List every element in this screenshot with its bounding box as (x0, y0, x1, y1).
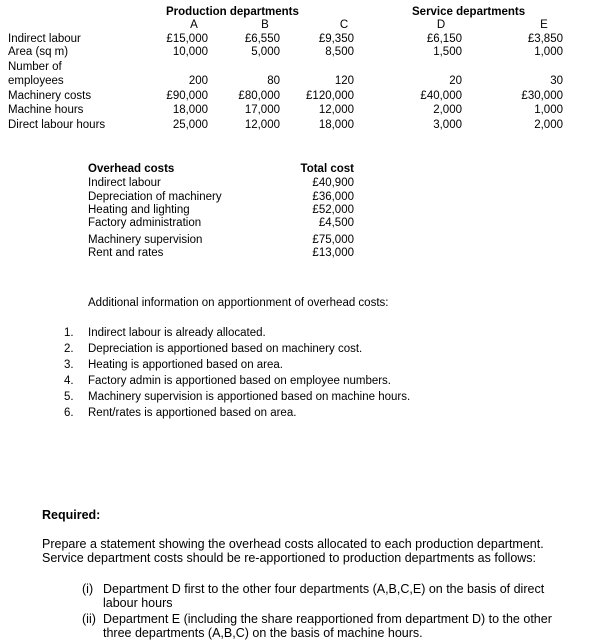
total-cost-heading: Total cost (300, 163, 354, 175)
step-number: (ii) (82, 612, 96, 626)
list-item: Factory admin is apportioned based on employee numbers. (88, 375, 392, 387)
cell-direct-labour-hours-a: 25,000 (172, 119, 208, 131)
cell-machine-hours-a: 18,000 (172, 104, 208, 116)
cell-employees-c: 120 (334, 75, 354, 87)
list-number: 6. (64, 407, 74, 419)
cell-machine-hours-e: 1,000 (534, 104, 563, 116)
step-text-line-1: Department E (including the share reapportioned from department D) to the other (103, 612, 552, 626)
list-item: Machinery supervision is apportioned based on machine hours. (88, 391, 411, 403)
cell-indirect-labour-e: £3,850 (527, 33, 563, 45)
cell-area-a: 10,000 (172, 46, 208, 58)
row-label-machinery-costs: Machinery costs (8, 90, 92, 102)
cell-machine-hours-d: 2,000 (433, 104, 462, 116)
cell-area-c: 8,500 (325, 46, 354, 58)
cell-indirect-labour-a: £15,000 (166, 33, 208, 45)
cell-direct-labour-hours-c: 18,000 (318, 119, 354, 131)
cell-direct-labour-hours-d: 3,000 (433, 119, 462, 131)
cell-indirect-labour-d: £6,150 (426, 33, 462, 45)
cell-machine-hours-c: 12,000 (318, 104, 354, 116)
cell-employees-d: 20 (449, 75, 462, 87)
cell-machinery-costs-c: £120,000 (306, 90, 354, 102)
cell-employees-b: 80 (267, 75, 280, 87)
overhead-label-heating: Heating and lighting (88, 204, 190, 216)
row-label-number-of: Number of (8, 61, 62, 73)
list-item: Indirect labour is already allocated. (88, 327, 266, 339)
overhead-label-machinery-supervision: Machinery supervision (88, 234, 203, 246)
overhead-amount-indirect-labour: £40,900 (312, 177, 354, 189)
list-item: Heating is apportioned based on area. (88, 359, 284, 371)
row-label-indirect-labour: Indirect labour (8, 33, 81, 45)
dept-code-e: E (540, 19, 548, 31)
row-label-employees: employees (8, 75, 64, 87)
cell-machinery-costs-a: £90,000 (166, 90, 208, 102)
service-departments-heading: Service departments (412, 6, 526, 18)
cell-direct-labour-hours-b: 12,000 (244, 119, 280, 131)
cell-area-e: 1,000 (534, 46, 563, 58)
dept-code-d: D (436, 19, 446, 31)
required-text-line-1: Prepare a statement showing the overhead costs allocated to each production department. (42, 537, 544, 551)
step-number: (i) (82, 582, 94, 596)
list-number: 1. (64, 327, 74, 339)
cell-area-d: 1,500 (433, 46, 462, 58)
cell-machine-hours-b: 17,000 (244, 104, 280, 116)
dept-code-a: A (190, 19, 198, 31)
step-text-line-1: Department D first to the other four departments (A,B,C,E) on the basis of direct (103, 582, 545, 596)
list-number: 2. (64, 343, 74, 355)
row-label-area: Area (sq m) (8, 46, 69, 58)
overhead-label-rent-rates: Rent and rates (88, 247, 164, 259)
overhead-label-indirect-labour: Indirect labour (88, 177, 161, 189)
overhead-label-factory-admin: Factory administration (88, 217, 202, 229)
required-text-line-2: Service department costs should be re-apportioned to production departments as follows: (42, 551, 537, 565)
dept-code-c: C (339, 19, 349, 31)
step-text-line-2: three departments (A,B,C) on the basis of machine hours. (103, 626, 423, 640)
list-number: 4. (64, 375, 74, 387)
cell-indirect-labour-c: £9,350 (318, 33, 354, 45)
overhead-label-depreciation: Depreciation of machinery (88, 191, 222, 203)
list-item: Depreciation is apportioned based on machinery cost. (88, 343, 363, 355)
cell-machinery-costs-d: £40,000 (420, 90, 462, 102)
cell-machinery-costs-e: £30,000 (521, 90, 563, 102)
cell-employees-a: 200 (188, 75, 208, 87)
cell-area-b: 5,000 (251, 46, 280, 58)
dept-code-b: B (261, 19, 269, 31)
required-heading: Required: (42, 508, 101, 522)
overhead-amount-machinery-supervision: £75,000 (312, 234, 354, 246)
cell-employees-e: 30 (550, 75, 563, 87)
row-label-machine-hours: Machine hours (8, 104, 84, 116)
overhead-amount-rent-rates: £13,000 (312, 247, 354, 259)
list-number: 3. (64, 359, 74, 371)
overhead-amount-depreciation: £36,000 (312, 191, 354, 203)
overhead-amount-factory-admin: £4,500 (318, 217, 354, 229)
list-number: 5. (64, 391, 74, 403)
cell-indirect-labour-b: £6,550 (244, 33, 280, 45)
cell-direct-labour-hours-e: 2,000 (534, 119, 563, 131)
cell-machinery-costs-b: £80,000 (238, 90, 280, 102)
list-item: Rent/rates is apportioned based on area. (88, 407, 297, 419)
row-label-direct-labour-hours: Direct labour hours (8, 119, 106, 131)
additional-info-heading: Additional information on apportionment of overhead costs: (88, 297, 389, 309)
overhead-amount-heating: £52,000 (312, 204, 354, 216)
step-text-line-2: labour hours (103, 596, 173, 610)
production-departments-heading: Production departments (166, 6, 299, 18)
overhead-costs-heading: Overhead costs (88, 163, 175, 175)
